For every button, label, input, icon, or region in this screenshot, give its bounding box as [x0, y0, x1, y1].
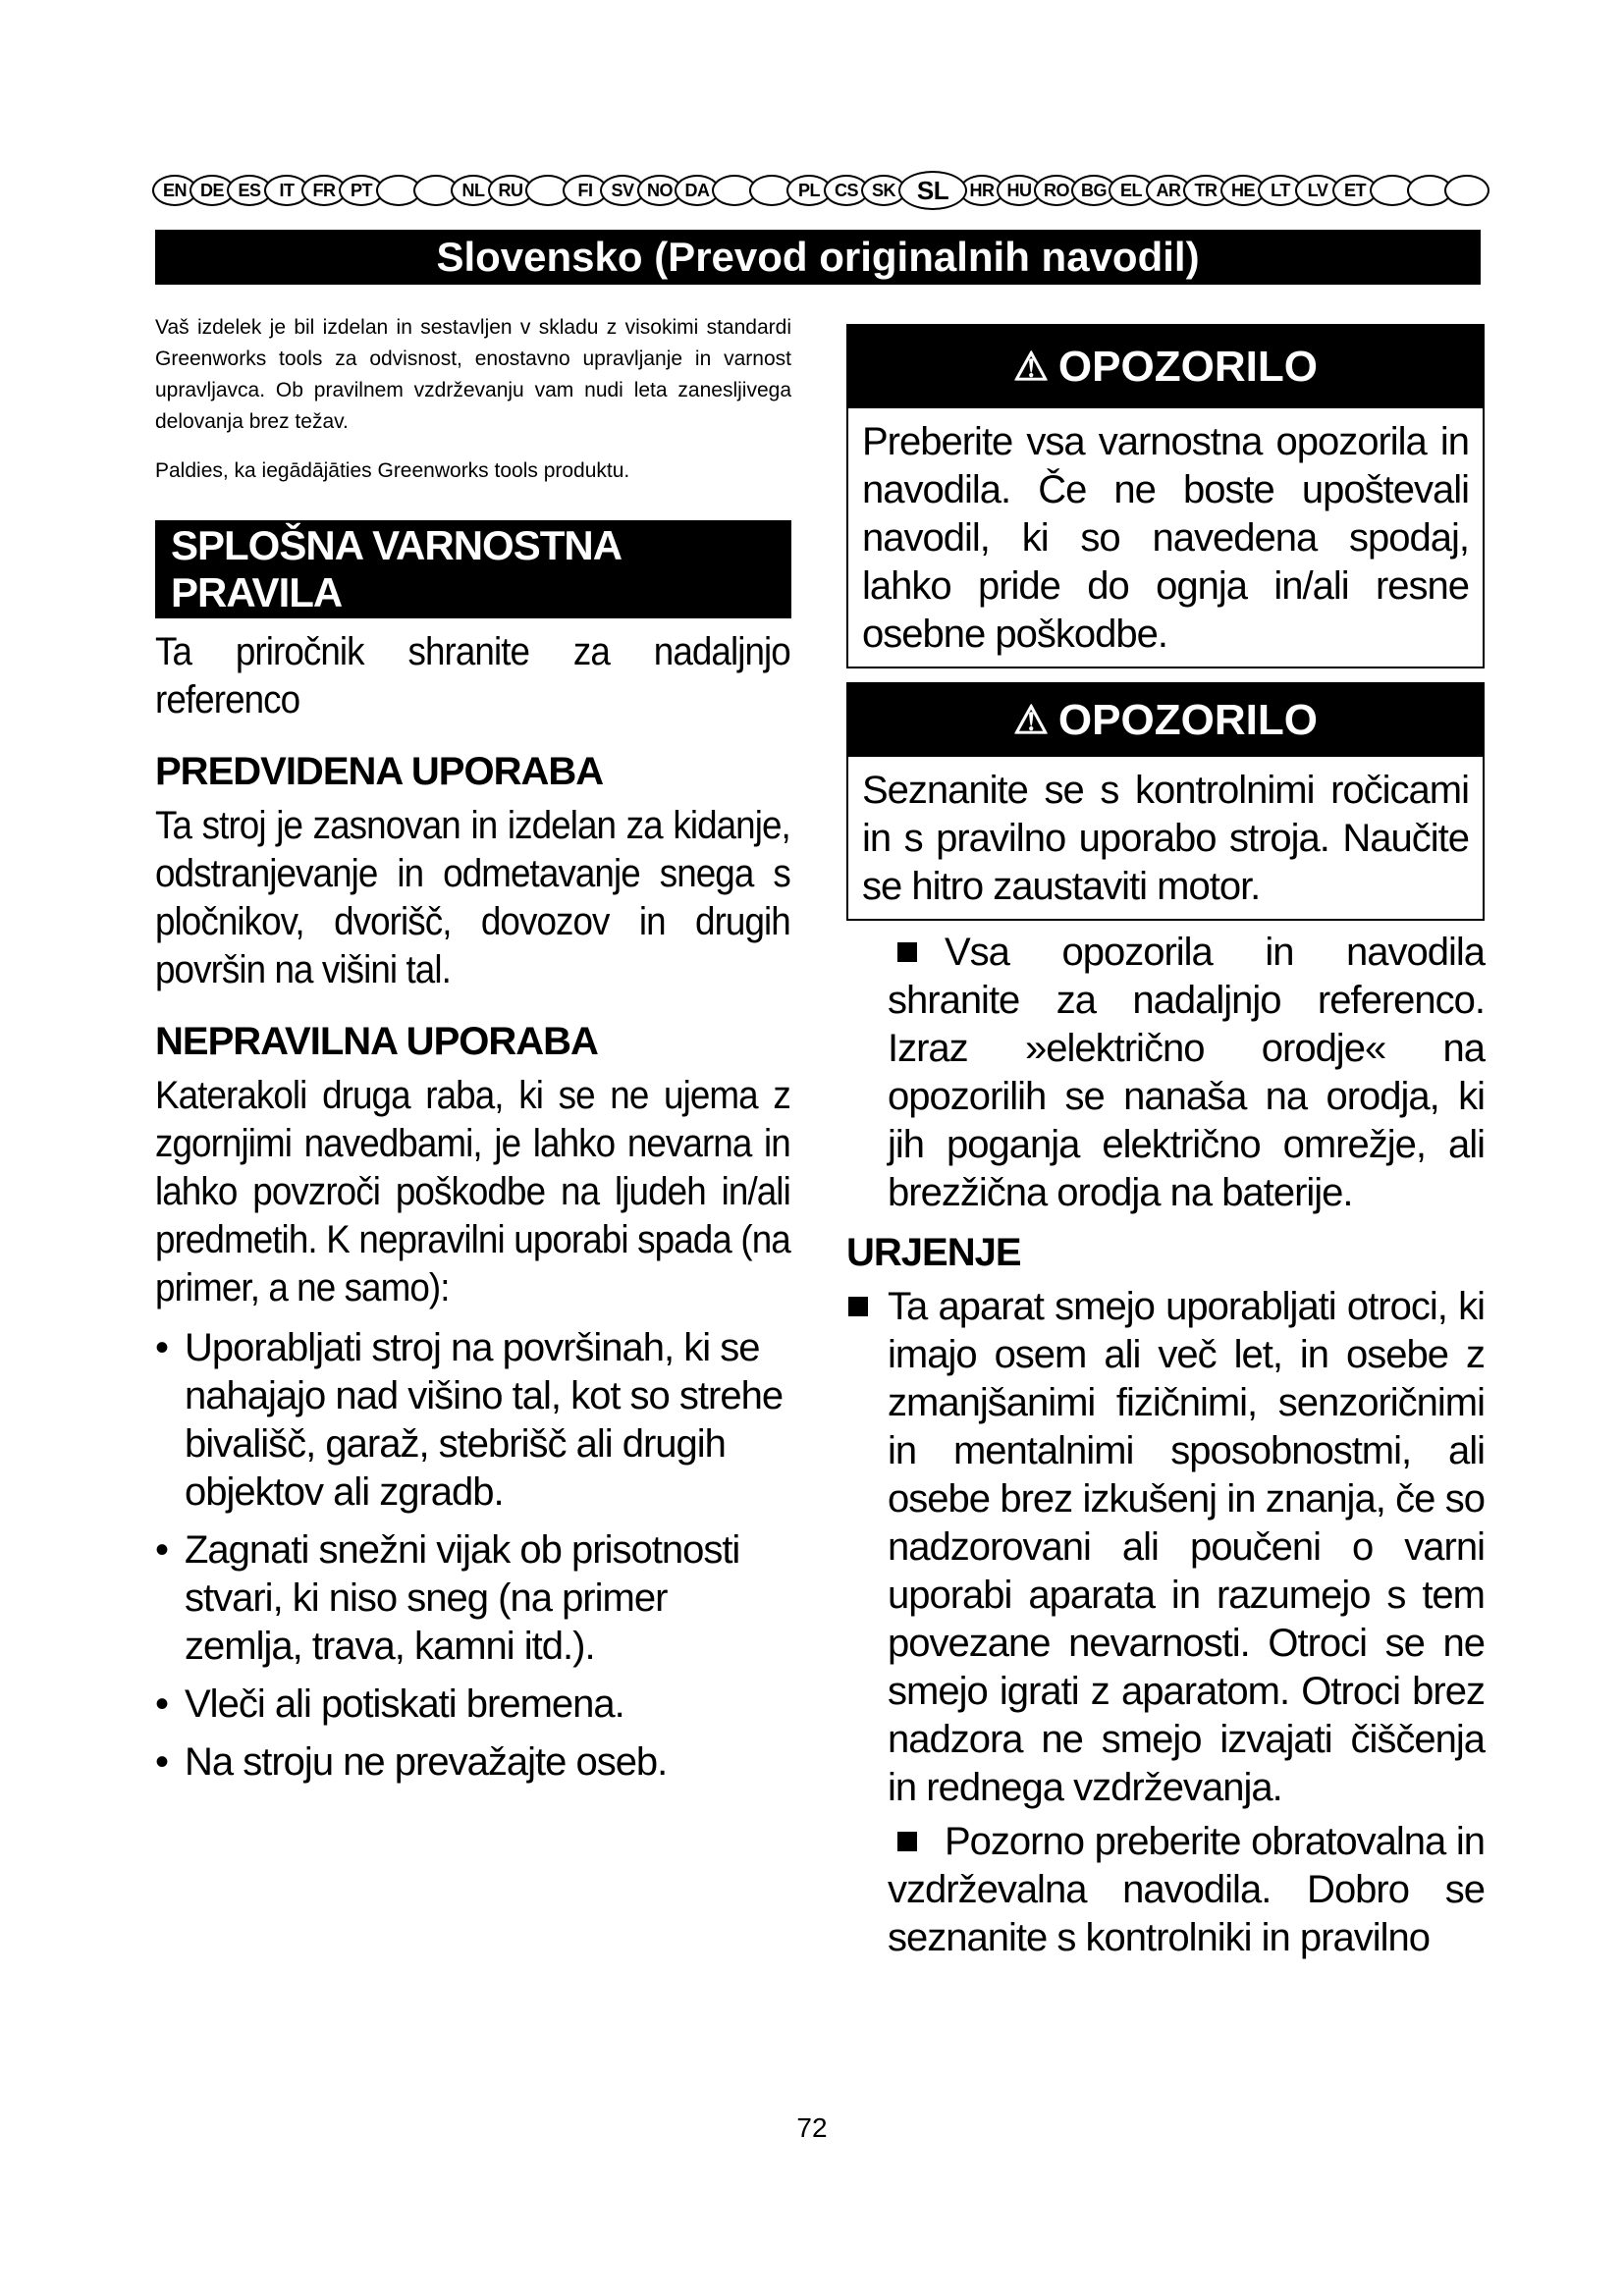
language-tab: IT [264, 175, 309, 206]
list-item: Ta aparat smejo uporabljati otroci, ki imajo osem ali več let, in osebe z zmanjšanimi fizičnimi, senzoričnimi in mentalnimi sposobnostmi, ali osebe brez izkušenj in znanja, če so nadzorovani ali poučeni o varni uporabi aparata in razumejo s tem povezane nevarnosti. Otroci se ne smejo igrati z aparatom. Otroci brez nadzora ne smejo izvajati čiščenja in rednega vzdrževanja. [846, 1283, 1485, 1812]
language-tab: HU [997, 175, 1042, 206]
warning-label: OPOZORILO [1057, 343, 1318, 391]
list-item: • Uporabljati stroj na površinah, ki se nahajajo nad višino tal, kot so strehe bivališč, garaž, stebrišč ali drugih objektov ali zgradb. [155, 1326, 784, 1514]
right-column [846, 324, 1485, 1968]
language-tab: SK [861, 175, 906, 206]
language-tab: RO [1034, 175, 1079, 206]
language-tab: EN [152, 175, 197, 206]
warning-triangle-icon: ⚠ [1013, 346, 1049, 389]
language-tab: SL [898, 171, 967, 210]
language-tab: DE [189, 175, 235, 206]
bullet-icon: • [155, 1528, 169, 1572]
language-tab: LV [1295, 175, 1340, 206]
square-bullet-icon [848, 1297, 868, 1316]
list-item: Vsa opozorila in navodila shranite za nadaljnjo referenco. Izraz »električno orodje« na opozorilih se nanaša na orodja, ki jih poganja električno omrežje, ali brezžična orodja na baterije. [888, 931, 1485, 1214]
language-tab: PL [786, 175, 832, 206]
language-tab: FI [563, 175, 608, 206]
intended-use-text: Ta stroj je zasnovan in izdelan za kidanje, odstranjevanje in odmetavanje snega s pločnikov, dvorišč, dovozov in drugih površin na višini tal. [155, 804, 790, 991]
warning-text: Preberite vsa varnostna opozorila in navodila. Če ne boste upoštevali navodil, ki so navedena spodaj, lahko pride do ognja in/ali resne osebne poškodbe. [862, 420, 1469, 656]
warning-label: OPOZORILO [1057, 696, 1318, 744]
warning-text: Seznanite se s kontrolnimi ročicami in s pravilno uporabo stroja. Naučite se hitro zaustaviti motor. [862, 769, 1469, 908]
bullet-icon: • [155, 1682, 169, 1726]
intro-paragraph: Vaš izdelek je bil izdelan in sestavljen v skladu z visokimi standardi Greenworks tools za odvisnost, enostavno upravljanje in varnost upravljavca. Ob pravilnem vzdrževanju vam nudi leta zanesljivega delovanja brez težav. [155, 316, 791, 433]
language-tab: AR [1146, 175, 1191, 206]
improper-use-text: Katerakoli druga raba, ki se ne ujema z zgornjimi navedbami, je lahko nevarna in lahko povzroči poškodbe na ljudeh in/ali predmetih. K nepravilni uporabi spada (na primer, a ne samo): [155, 1074, 790, 1309]
page-title: Slovensko (Prevod originalnih navodil) [155, 230, 1481, 285]
thank-you-text: Paldies, ka iegādājāties Greenworks tools produktu. [155, 459, 630, 482]
language-tab: RU [488, 175, 533, 206]
list-item: • Na stroju ne prevažajte oseb. [155, 1738, 791, 1787]
warning-triangle-icon: ⚠ [1013, 699, 1049, 742]
language-tab: CS [824, 175, 869, 206]
language-tab: TR [1183, 175, 1228, 206]
language-tab: NO [637, 175, 682, 206]
language-tab: BG [1071, 175, 1116, 206]
bullet-icon: • [155, 1740, 169, 1784]
warning-header [848, 684, 1483, 757]
list-item: • Vleči ali potiskati bremena. [155, 1681, 791, 1729]
warning-header [848, 326, 1483, 408]
language-tab: DA [675, 175, 720, 206]
list-item: Pozorno preberite obratovalna in vzdrževalna navodila. Dobro se seznanite s kontrolniki in pravilno [888, 1820, 1485, 1959]
language-tab: ET [1332, 175, 1378, 206]
language-tab: HE [1220, 175, 1266, 206]
language-tabs [152, 171, 1489, 210]
bullet-icon: • [155, 1326, 169, 1369]
heading-improper-use: NEPRAVILNA UPORABA [155, 1020, 598, 1063]
warning-box-2 [846, 682, 1485, 921]
language-tab: EL [1109, 175, 1154, 206]
page-number: 72 [796, 2112, 828, 2143]
language-tab: PT [339, 175, 384, 206]
section-title-general-safety: SPLOŠNA VARNOSTNA PRAVILA [155, 520, 791, 618]
heading-training: URJENJE [846, 1231, 1021, 1274]
language-tab: HR [959, 175, 1004, 206]
square-bullet-icon [897, 942, 917, 962]
language-tab [1444, 175, 1489, 206]
language-tab: LT [1258, 175, 1303, 206]
left-column [155, 312, 791, 1796]
square-bullet-icon [897, 1832, 917, 1851]
list-item: • Zagnati snežni vijak ob prisotnosti stvari, ki niso sneg (na primer zemlja, trava, kamni itd.). [155, 1528, 740, 1668]
language-tab: SV [600, 175, 645, 206]
warning-box-1 [846, 324, 1485, 668]
improper-use-list [155, 1324, 791, 1787]
language-tab: FR [301, 175, 347, 206]
keep-manual-text: Ta priročnik shranite za nadaljnjo referenco [155, 630, 790, 721]
language-tab: NL [451, 175, 496, 206]
heading-intended-use: PREDVIDENA UPORABA [155, 750, 604, 793]
language-tab: ES [227, 175, 272, 206]
